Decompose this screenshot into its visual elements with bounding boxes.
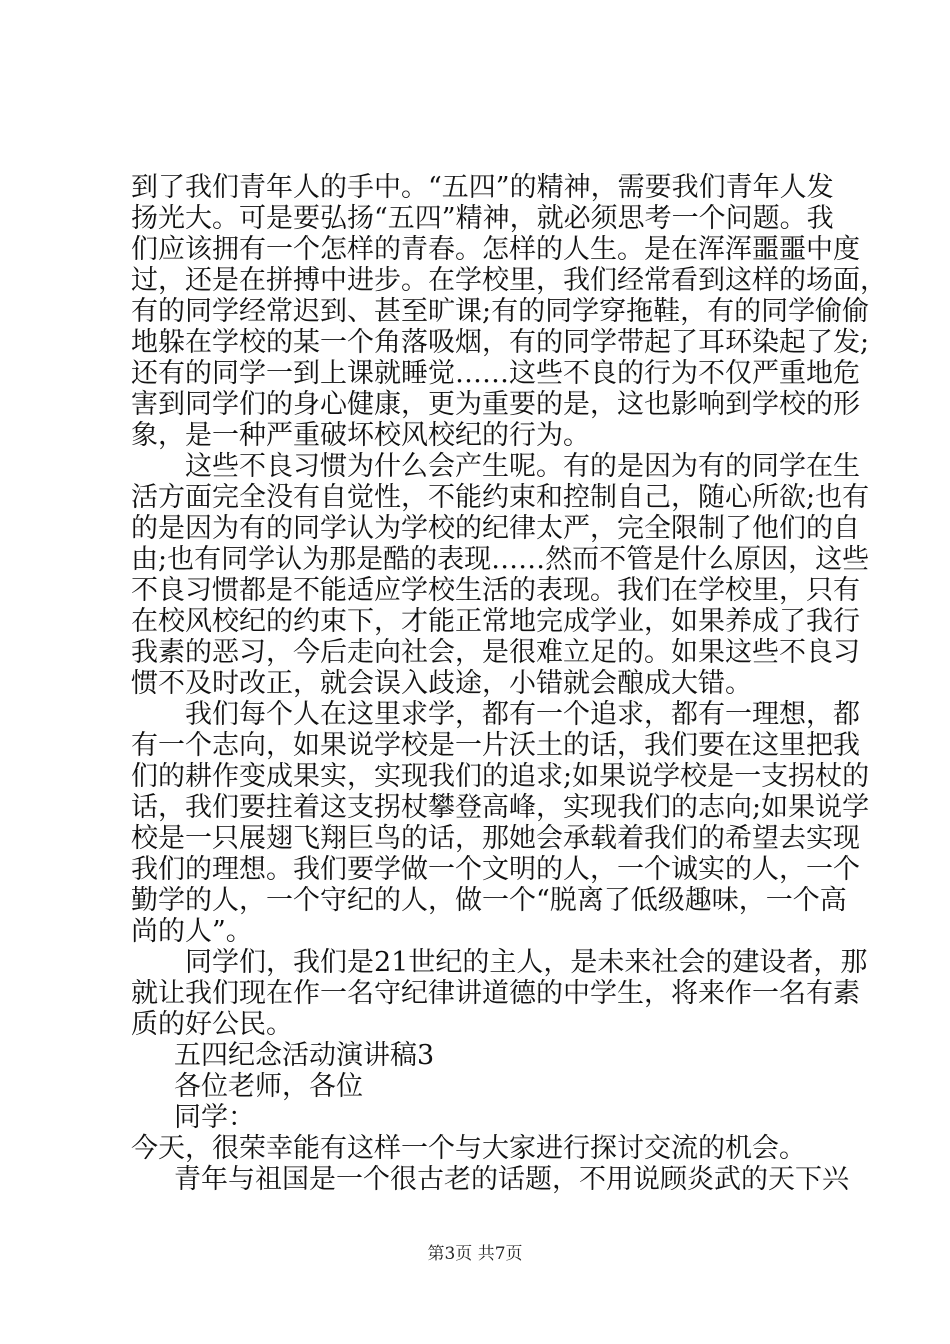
paragraph-first-line: 同学们，我们是21世纪的主人，是未来社会的建设者，那	[185, 947, 868, 978]
text-line: 害到同学们的身心健康，更为重要的是，这也影响到学校的形	[131, 389, 860, 420]
text-line: 还有的同学一到上课就睡觉……这些不良的行为不仅严重地危	[131, 358, 860, 389]
text-line: 今天，很荣幸能有这样一个与大家进行探讨交流的机会。	[131, 1133, 806, 1164]
paragraph-first-line: 这些不良习惯为什么会产生呢。有的是因为有的同学在生	[185, 451, 860, 482]
text-line: 由;也有同学认为那是酷的表现……然而不管是什么原因，这些	[131, 544, 870, 575]
text-line: 有的同学经常迟到、甚至旷课;有的同学穿拖鞋，有的同学偷偷	[131, 296, 870, 327]
text-line: 过，还是在拼搏中进步。在学校里，我们经常看到这样的场面，	[131, 265, 887, 296]
text-line: 们的耕作变成果实，实现我们的追求;如果说学校是一支拐杖的	[131, 761, 870, 792]
page-footer: 第3页 共7页	[427, 1244, 523, 1264]
text-line: 青年与祖国是一个很古老的话题，不用说顾炎武的天下兴	[174, 1164, 849, 1195]
text-line: 不良习惯都是不能适应学校生活的表现。我们在学校里，只有	[131, 575, 860, 606]
text-line: 惯不及时改正，就会误入歧途，小错就会酿成大错。	[131, 668, 752, 699]
text-line: 尚的人”。	[131, 916, 253, 947]
text-line: 校是一只展翅飞翔巨鸟的话，那她会承载着我们的希望去实现	[131, 823, 860, 854]
text-line: 地躲在学校的某一个角落吸烟，有的同学带起了耳环染起了发;	[131, 327, 870, 358]
greeting-line: 同学：	[174, 1102, 255, 1133]
greeting-line: 各位老师，各位	[174, 1071, 363, 1102]
text-line: 象，是一种严重破坏校风校纪的行为。	[131, 420, 590, 451]
text-line: 就让我们现在作一名守纪律讲道德的中学生，将来作一名有素	[131, 978, 860, 1009]
text-line: 勤学的人，一个守纪的人，做一个“脱离了低级趣味，一个高	[131, 885, 847, 916]
text-line: 到了我们青年人的手中。“五四”的精神，需要我们青年人发	[131, 172, 834, 203]
text-line: 有一个志向，如果说学校是一片沃土的话，我们要在这里把我	[131, 730, 860, 761]
section-heading: 五四纪念活动演讲稿3	[174, 1040, 435, 1071]
paragraph-first-line: 我们每个人在这里求学，都有一个追求，都有一理想，都	[185, 699, 860, 730]
text-line: 我们的理想。我们要学做一个文明的人，一个诚实的人，一个	[131, 854, 860, 885]
text-line: 话，我们要拄着这支拐杖攀登高峰，实现我们的志向;如果说学	[131, 792, 870, 823]
document-body	[131, 172, 887, 1195]
text-line: 扬光大。可是要弘扬“五四”精神，就必须思考一个问题。我	[131, 203, 834, 234]
text-line: 在校风校纪的约束下，才能正常地完成学业，如果养成了我行	[131, 606, 860, 637]
text-line: 质的好公民。	[131, 1009, 293, 1040]
text-line: 的是因为有的同学认为学校的纪律太严，完全限制了他们的自	[131, 513, 860, 544]
text-line: 活方面完全没有自觉性，不能约束和控制自己，随心所欲;也有	[131, 482, 870, 513]
text-line: 们应该拥有一个怎样的青春。怎样的人生。是在浑浑噩噩中度	[131, 234, 860, 265]
text-line: 我素的恶习，今后走向社会，是很难立足的。如果这些不良习	[131, 637, 860, 668]
